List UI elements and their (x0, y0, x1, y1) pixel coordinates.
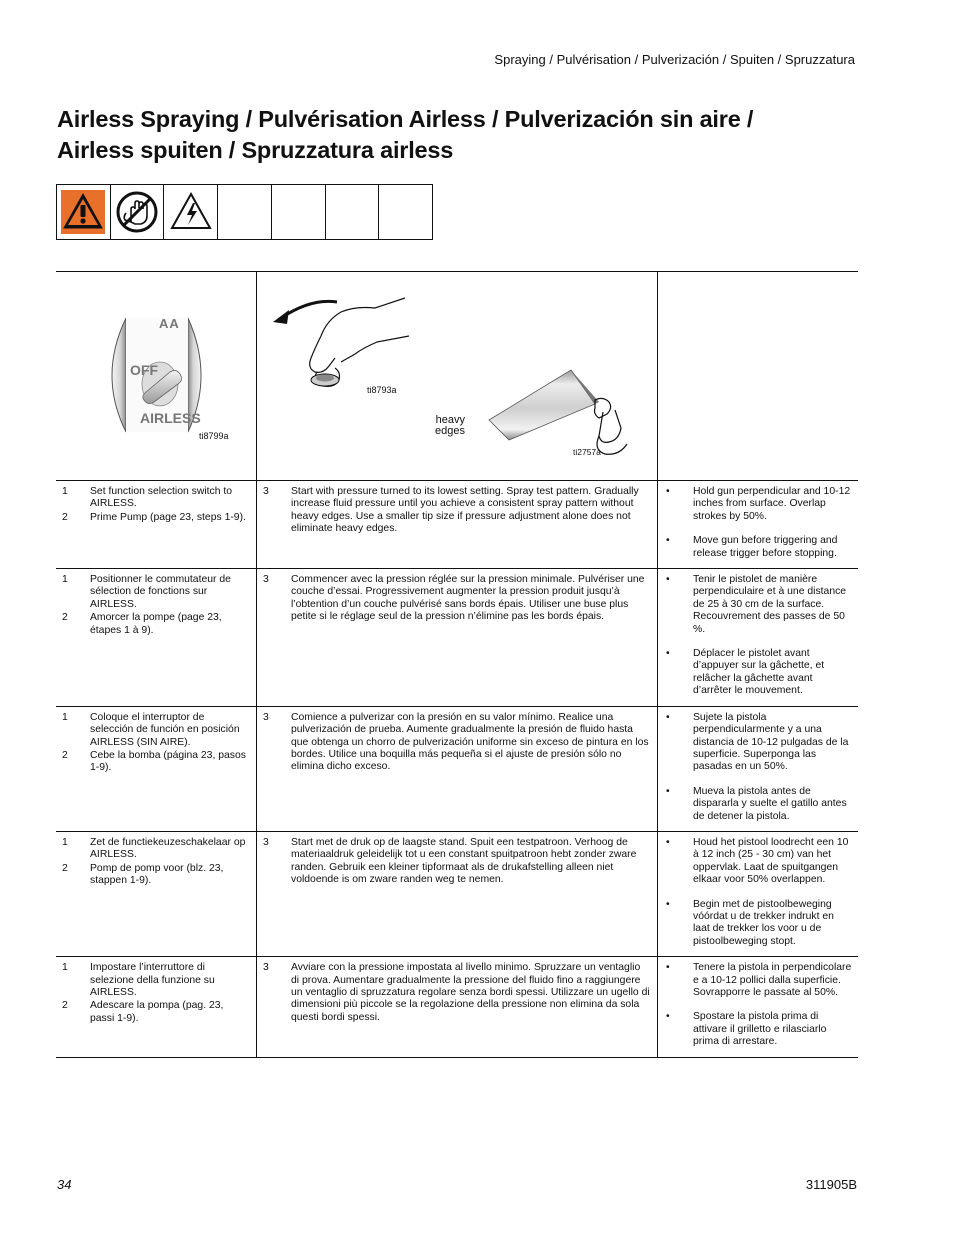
tips-cell (658, 957, 859, 1057)
step-cell-3 (257, 481, 658, 569)
step-cell-1-2 (56, 831, 257, 956)
warning-triangle-icon (57, 185, 111, 239)
pressure-knob-illustration (271, 292, 411, 392)
title-line-1: Airless Spraying / Pulvérisation Airless / Pulverización sin aire / (57, 106, 754, 132)
list-item: 3 Commencer avec la pression réglée sur la pression minimale. Pulvériser une couche d’essai. Progressivement augmenter la pression produit jusqu’à l’obtention d’un couche pulvérisé sans bords épais. Utiliser une buse plus petite si le réglage seul de la pression n’élimine pas les bords épais. (263, 574, 645, 623)
figure-cell-empty (658, 272, 859, 481)
figure-ref-spray: ti2757a (573, 447, 601, 457)
list-item: • Begin met de pistoolbeweging vóórdat u de trekker indrukt en laat de trekker los voor u de pistoolbeweging stopt. (666, 898, 834, 947)
empty-symbol-slot (272, 185, 326, 239)
list-item: • Sujete la pistola perpendicularmente y a una distancia de 10-12 pulgadas de la superficie. Superponga las pasadas en un 50%. (666, 711, 849, 773)
list-item: 1 Impostare l’interruttore di selezione della funzione su AIRLESS. (62, 962, 215, 998)
step-cell-3 (257, 706, 658, 831)
tips-cell (658, 569, 859, 707)
instruction-row-italian (56, 957, 858, 1057)
heavy-label-line-1: heavy (435, 414, 465, 426)
list-item: 3 Start met de druk op de laagste stand. Spuit een testpatroon. Verhoog de materiaaldruk geleidelijk tot u een constant spuitpatroon hebt zonder zware randen. Gebruik een kleiner tipformaat als de drukafstelling alleen niet voldoende is om zware randen weg te nemen. (263, 836, 637, 886)
list-item: 3 Avviare con la pressione impostata al livello minimo. Spruzzare un ventaglio di prova. Aumentare gradualmente la pressione del fluido fino a raggiungere un ventaglio di spruzzatura regolare senza bordi spessi. Utilizzare un ugello di dimensioni più piccole se la regolazione della pressione non elimina da sola questi bordi spessi. (263, 962, 650, 1023)
list-item: • Tenir le pistolet de manière perpendiculaire et à une distance de 25 à 30 cm de la surface. Recouvrement des passes de 50 %. (666, 574, 847, 635)
running-head: Spraying / Pulvérisation / Pulverización / Spuiten / Spruzzatura (494, 52, 855, 67)
list-item: 3 Comience a pulverizar con la presión en su valor mínimo. Realice una pulverización de prueba. Aumente gradualmente la presión de fluido hasta que obtenga un chorro de pulverización uniforme sin exceso de pintura en los bordes. Utilice una boquilla más pequeña si el ajuste de presión sólo no elimina dicho exceso. (263, 711, 649, 773)
list-item: 2 Adescare la pompa (pag. 23, passi 1-9). (62, 1000, 224, 1024)
step-cell-3 (257, 569, 658, 707)
list-item: 1 Positionner le commutateur de sélection de fonctions sur AIRLESS. (62, 574, 231, 610)
instruction-table (56, 271, 858, 1058)
heavy-edges-label (435, 415, 465, 437)
page-number: 34 (57, 1177, 72, 1192)
list-item: • Déplacer le pistolet avant d’appuyer sur la gâchette, et relâcher la gâchette avant d’arrêter le mouvement. (666, 648, 825, 697)
empty-symbol-slot (379, 185, 432, 239)
switch-label-off: OFF (130, 362, 158, 378)
list-item: 2 Pomp de pomp voor (blz. 23, stappen 1-9). (62, 862, 224, 887)
list-item: 1 Coloque el interruptor de selección de función en posición AIRLESS (SIN AIRE). (62, 711, 240, 748)
list-item: 2 Amorcer la pompe (page 23, étapes 1 à 9). (62, 612, 222, 636)
figure-cell-pressure-spray (257, 272, 658, 481)
instruction-row-english (56, 481, 858, 569)
list-item: • Spostare la pistola prima di attivare il grilletto e rilasciarlo prima di arrestare. (666, 1011, 827, 1048)
empty-symbol-slot (326, 185, 380, 239)
tips-cell (658, 481, 859, 569)
page-title (57, 104, 857, 166)
instruction-row-spanish (56, 706, 858, 831)
list-item: • Tenere la pistola in perpendicolare e a 10-12 pollici dalla superficie. Sovrapporre le passate al 50%. (666, 962, 852, 998)
step-cell-3 (257, 831, 658, 956)
list-item: • Mueva la pistola antes de dispararla y suelte el gatillo antes de detener la pistola. (666, 785, 847, 822)
list-item: • Houd het pistool loodrecht een 10 à 12 inch (25 - 30 cm) van het oppervlak. Laat de spuitgangen elkaar voor 50% overlappen. (666, 836, 849, 886)
tips-cell (658, 831, 859, 956)
electric-shock-icon (164, 185, 218, 239)
tips-cell (658, 706, 859, 831)
list-item: 2 Cebe la bomba (página 23, pasos 1-9). (62, 749, 246, 774)
figure-row (56, 272, 858, 481)
list-item: 1 Zet de functiekeuzeschakelaar op AIRLESS. (62, 836, 246, 861)
list-item: 3 Start with pressure turned to its lowest setting. Spray test pattern. Gradually increase fluid pressure until you achieve a consistent spray pattern without heavy edges. Use a smaller tip size if pressure adjustment alone does not eliminate heavy edges. (263, 486, 639, 535)
title-line-2: Airless spuiten / Spruzzatura airless (57, 137, 454, 163)
instruction-row-french (56, 569, 858, 707)
empty-symbol-slot (218, 185, 272, 239)
no-hand-icon (111, 185, 165, 239)
list-item: 1 Set function selection switch to AIRLESS. (62, 486, 233, 510)
list-item: • Hold gun perpendicular and 10-12 inches from surface. Overlap strokes by 50%. (666, 486, 851, 522)
figure-ref-switch: ti8799a (199, 431, 229, 441)
heavy-label-line-2: edges (435, 425, 465, 437)
list-item: • Move gun before triggering and release trigger before stopping. (666, 535, 838, 559)
step-cell-1-2 (56, 957, 257, 1057)
step-cell-1-2 (56, 481, 257, 569)
figure-cell-switch (56, 272, 257, 481)
instruction-row-dutch (56, 831, 858, 956)
warning-symbol-strip (56, 184, 433, 240)
step-cell-1-2 (56, 569, 257, 707)
list-item: 2 Prime Pump (page 23, steps 1-9). (62, 511, 246, 523)
switch-label-aa: AA (159, 316, 180, 331)
document-number: 311905B (805, 1177, 857, 1192)
step-cell-3 (257, 957, 658, 1057)
spray-pattern-illustration (487, 366, 637, 462)
step-cell-1-2 (56, 706, 257, 831)
figure-ref-knob: ti8793a (367, 385, 397, 395)
switch-label-airless: AIRLESS (140, 410, 201, 426)
